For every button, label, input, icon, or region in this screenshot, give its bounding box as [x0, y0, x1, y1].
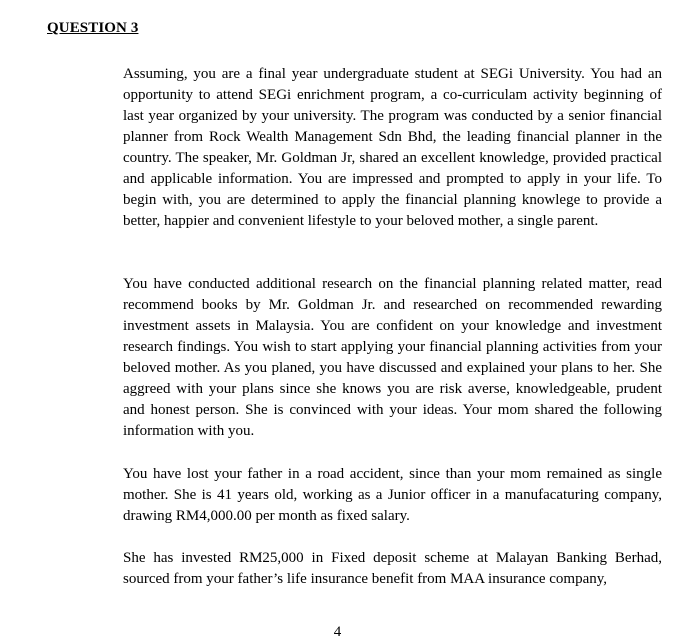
question-heading: QUESTION 3: [47, 20, 139, 36]
paragraph-background: You have lost your father in a road accident, since than your mom remained as single mother. She is 41 years old, working as a Junior officer in a manufacaturing company, drawing RM4,000.00 per month as fixed salary.: [123, 466, 662, 524]
paragraph-research: You have conducted additional research on the financial planning related matter, read recommend books by Mr. Goldman Jr. and researched on recommended rewarding investment assets in Malaysia. You are confident on your knowledge and investment research findings. You wish to start applying your financial planning activities from your beloved mother. As you planed, you have discussed and explained your plans to her. She aggreed with your plans since she knows you are risk averse, knowledgeable, prudent and honest person. She is convinced with your ideas. Your mom shared the following information with you.: [123, 276, 662, 439]
paragraph-intro: Assuming, you are a final year undergraduate student at SEGi University. You had an opportunity to attend SEGi enrichment program, a co-curriculam activity beginning of last year organized by your university. The program was conducted by a senior financial planner from Rock Wealth Management Sdn Bhd, the leading financial planner in the country. The speaker, Mr. Goldman Jr, shared an excellent knowledge, provided practical and applicable information. You are impressed and prompted to apply in your life. To begin with, you are determined to apply the financial planning knowlege to provide a better, happier and convenient lifestyle to your beloved mother, a single parent.: [123, 66, 662, 229]
page-number: 4: [333, 624, 342, 640]
paragraph-investment: She has invested RM25,000 in Fixed deposit scheme at Malayan Banking Berhad, sourced from your father’s life insurance benefit from MAA insurance company,: [123, 550, 662, 587]
